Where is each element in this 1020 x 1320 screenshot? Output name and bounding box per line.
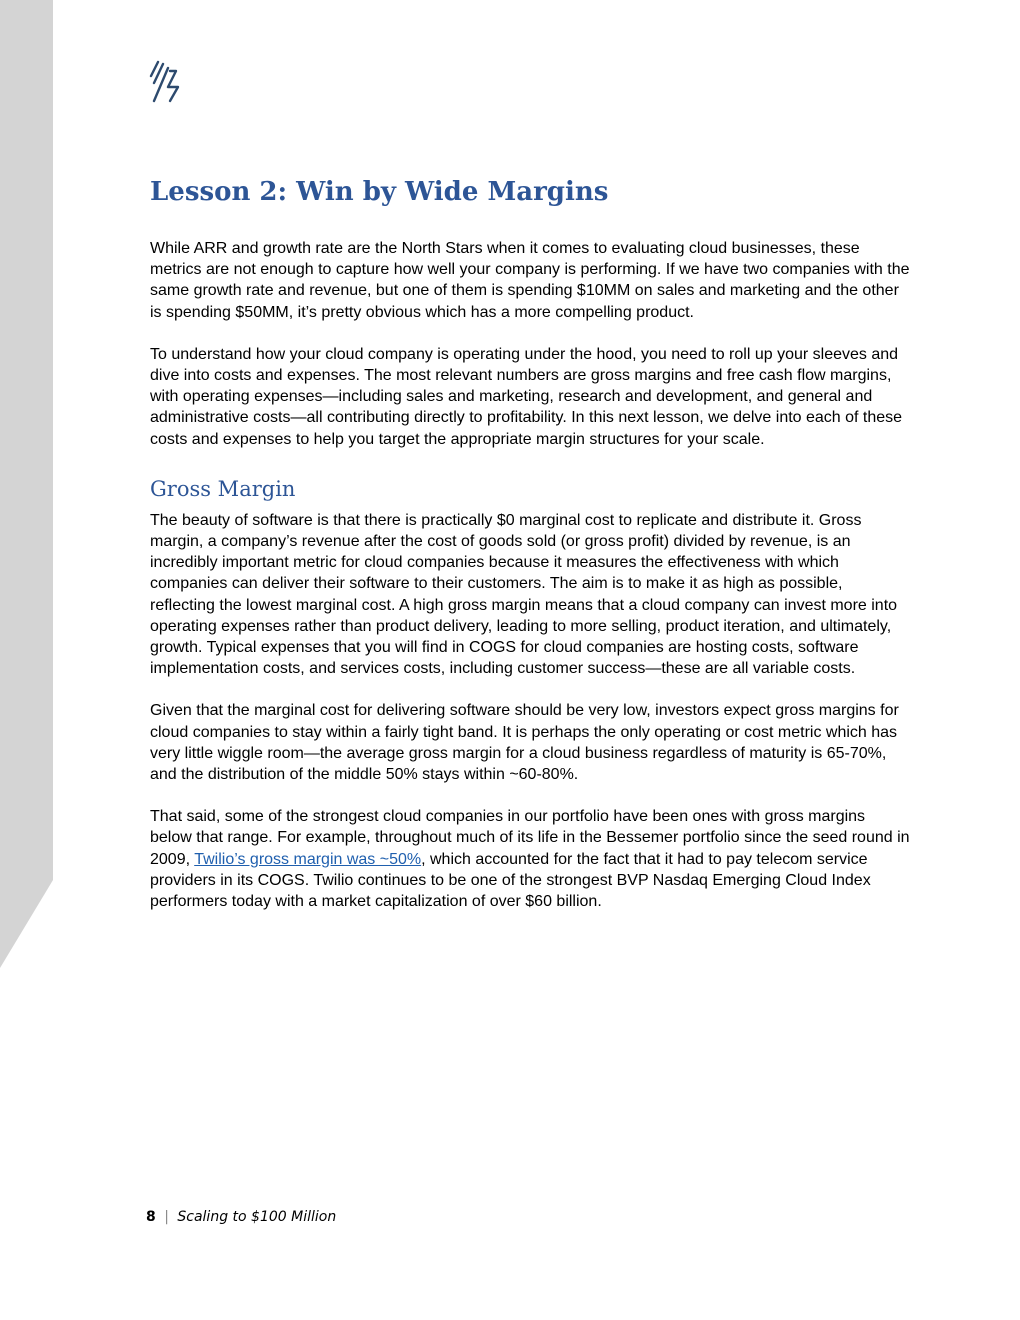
gross-margin-paragraph-2: Given that the marginal cost for delivering software should be very low, investors expect gross margins for cloud companies to stay within a fairly tight band. It is perhaps the only operating or cost metric which has very little wiggle room—the average gross margin for a cloud business regardless of maturity is 65-70%, and the distribution of the middle 50% stays within ~60-80%. xyxy=(150,702,899,784)
lesson-heading: Lesson 2: Win by Wide Margins xyxy=(150,177,609,207)
intro-paragraph-2: To understand how your cloud company is operating under the hood, you need to roll up your sleeves and dive into costs and expenses. The most relevant numbers are gross margins and free cash flow margins, with operating expenses—including sales and marketing, research and development, and general and administrative costs—all contributing directly to profitability. In this next lesson, we delve into each of these costs and expenses to help you target the appropriate margin structures for your scale. xyxy=(150,345,903,448)
paragraph-3-trailing-text: , which accounted for the fact that it had to pay telecom service providers in its COGS. Twilio continues to be one of the strongest BVP Nasdaq Emerging Cloud Index performers today with a market capitalization of over $60 billion. xyxy=(150,850,871,911)
paragraph-3-lead-text: That said, some of the strongest cloud companies in our portfolio have been ones with gross margins below that range. For example, throughout much of its life in the Bessemer portfolio since the seed round in 2009, xyxy=(150,808,910,868)
gross-margin-paragraph-1: The beauty of software is that there is practically $0 marginal cost to replicate and distribute it. Gross margin, a company’s revenue after the cost of goods sold (or gross profit) divided by revenue, is an incredibly important metric for cloud companies because it measures the effectiveness with which companies can deliver their software to their customers. The aim is to make it as high as possible, reflecting the lowest marginal cost. A high gross margin means that a cloud company can invest more into operating expenses rather than product delivery, leading to more selling, product iteration, and ultimately, growth. Typical expenses that you will find in COGS for cloud companies are hosting costs, software implementation costs, and services costs, including customer success—these are all variable costs. xyxy=(150,511,898,678)
twilio-gross-margin-link[interactable]: Twilio’s gross margin was ~50% xyxy=(194,850,422,868)
bessemer-logo-icon xyxy=(148,60,182,104)
side-band-decoration xyxy=(0,0,60,1320)
footer-separator: | xyxy=(164,1209,169,1225)
page-number: 8 xyxy=(146,1209,156,1225)
footer-doc-title: Scaling to $100 Million xyxy=(177,1209,337,1225)
gross-margin-paragraph-3 xyxy=(150,806,910,912)
intro-paragraph-1: While ARR and growth rate are the North Stars when it comes to evaluating cloud businesses, these metrics are not enough to capture how well your company is performing. If we have two companies with the same growth rate and revenue, but one of them is spending $10MM on sales and marketing and the other is spending $50MM, it’s pretty obvious which has a more compelling product. xyxy=(150,240,910,321)
page-content xyxy=(150,172,910,933)
page-footer xyxy=(146,1209,336,1225)
section-heading-gross-margin: Gross Margin xyxy=(150,476,296,501)
